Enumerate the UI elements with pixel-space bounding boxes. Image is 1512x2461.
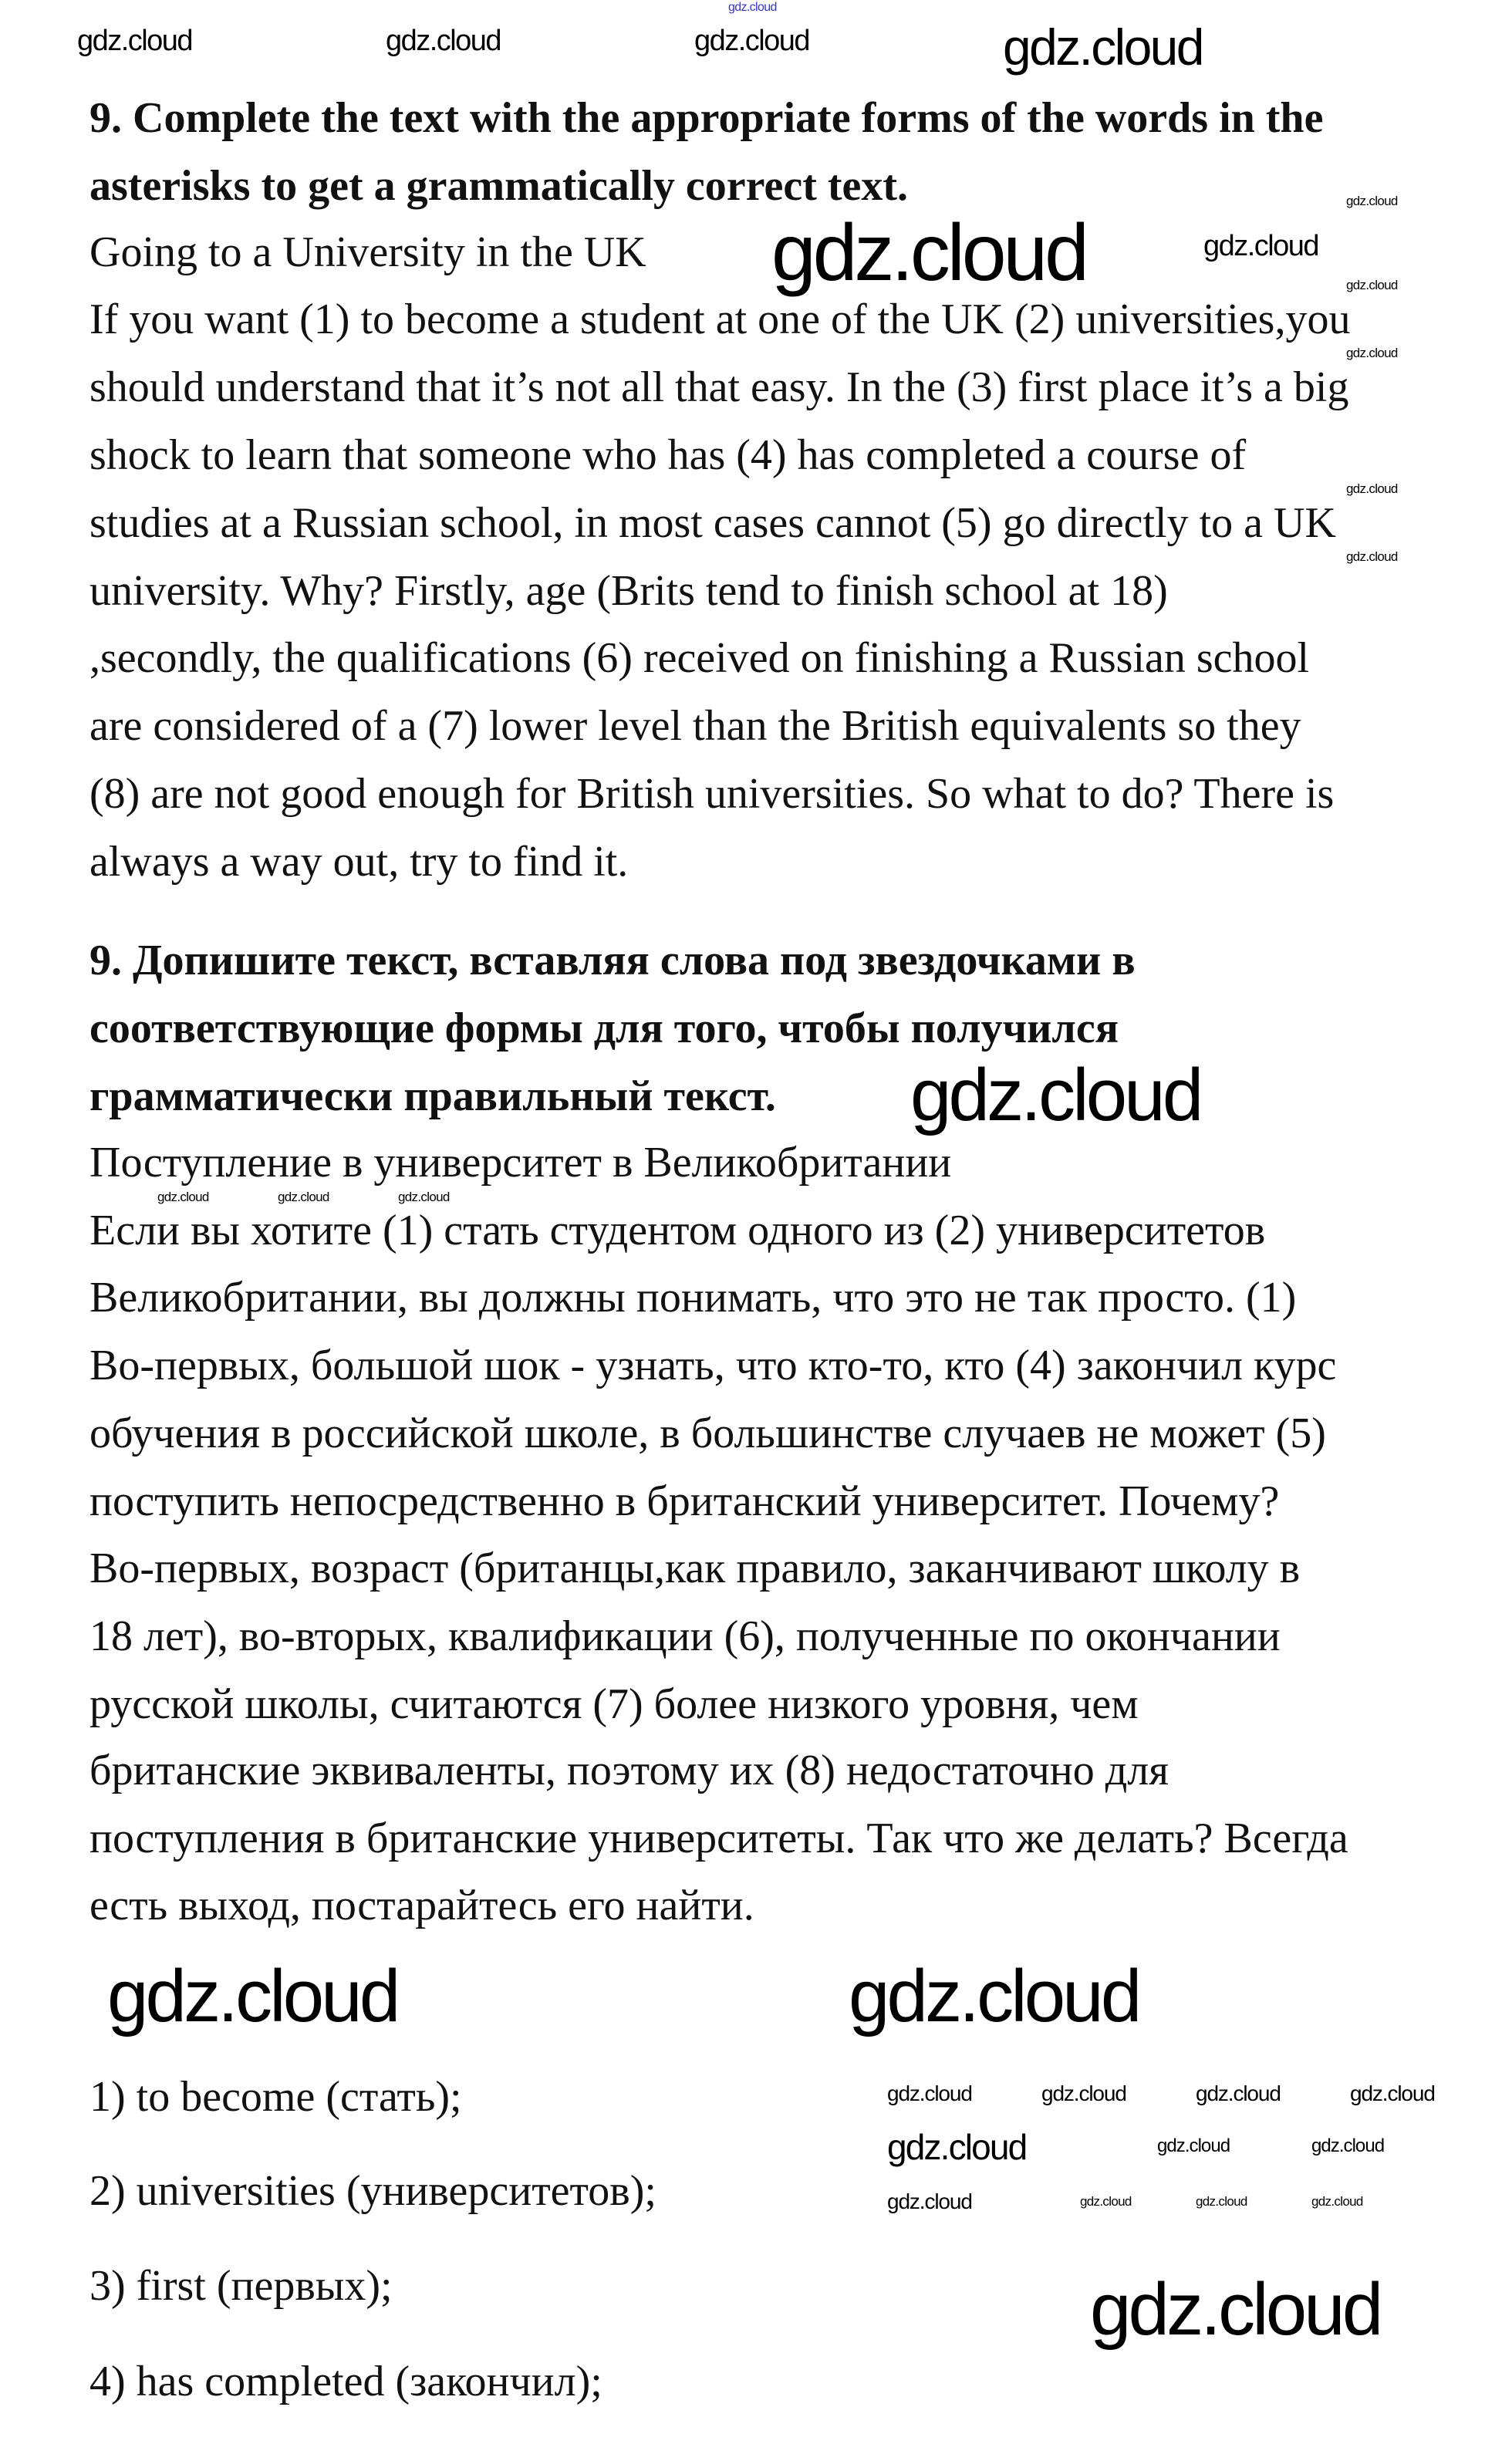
russian-body-line: поступить непосредственно в британский университет. Почему? [89,1477,1280,1525]
watermark: gdz.cloud [1003,19,1203,76]
watermark: gdz.cloud [398,1190,450,1204]
answer-item: 2) universities (университетов); [89,2167,656,2215]
watermark: gdz.cloud [849,1955,1139,2037]
watermark: gdz.cloud [107,1955,398,2037]
english-body-line: ,secondly, the qualifications (6) received on finishing a Russian school [89,634,1310,682]
watermark: gdz.cloud [1346,278,1398,292]
english-body-line: If you want (1) to become a student at one of the UK (2) universities,you [89,295,1351,343]
english-heading: Going to a University in the UK [89,228,646,276]
watermark: gdz.cloud [157,1190,209,1204]
english-title-line: 9. Complete the text with the appropriate forms of the words in the [89,94,1324,142]
watermark: gdz.cloud [694,25,809,57]
watermark: gdz.cloud [1090,2268,1381,2351]
russian-body-line: обучения в российской школе, в большинстве случаев не может (5) [89,1409,1326,1457]
watermark: gdz.cloud [1346,549,1398,564]
watermark: gdz.cloud [910,1054,1201,1136]
russian-body-line: есть выход, постарайтесь его найти. [89,1882,754,1929]
russian-body-line: Во-первых, большой шок - узнать, что кто-то, кто (4) закончил курс [89,1342,1337,1389]
english-body-line: are considered of a (7) lower level than the British equivalents so they [89,702,1301,750]
watermark: gdz.cloud [77,25,192,57]
watermark: gdz.cloud [1350,2081,1435,2105]
watermark: gdz.cloud [1346,346,1398,360]
answer-item: 4) has completed (закончил); [89,2358,602,2405]
watermark: gdz.cloud [1196,2081,1281,2105]
watermark: gdz.cloud [1346,481,1398,496]
watermark: gdz.cloud [386,25,501,57]
russian-body-line: поступления в британские университеты. Так что же делать? Всегда [89,1815,1348,1862]
watermark: gdz.cloud [887,2081,972,2105]
watermark: gdz.cloud [887,2127,1027,2167]
watermark: gdz.cloud [1041,2081,1126,2105]
watermark: gdz.cloud [771,208,1086,298]
watermark: gdz.cloud [1346,194,1398,208]
english-body-line: (8) are not good enough for British universities. So what to do? There is [89,770,1335,818]
watermark: gdz.cloud [1157,2135,1230,2156]
russian-body-line: русской школы, считаются (7) более низкого уровня, чем [89,1680,1139,1728]
english-body-line: university. Why? Firstly, age (Brits tend to finish school at 18) [89,567,1168,615]
russian-body-line: Великобритании, вы должны понимать, что это не так просто. (1) [89,1274,1297,1322]
watermark: gdz.cloud [887,2189,972,2213]
russian-title-line: грамматически правильный текст. [89,1072,776,1120]
watermark: gdz.cloud [1196,2194,1247,2209]
russian-body-line: британские эквиваленты, поэтому их (8) недостаточно для [89,1747,1169,1794]
russian-body-line: 18 лет), во-вторых, квалификации (6), полученные по окончании [89,1612,1281,1660]
english-body-line: always a way out, try to find it. [89,838,629,886]
watermark: gdz.cloud [1311,2194,1363,2209]
english-body-line: studies at a Russian school, in most cases cannot (5) go directly to a UK [89,499,1336,547]
english-title-line: asterisks to get a grammatically correct text. [89,162,908,210]
answer-item: 1) to become (стать); [89,2073,462,2121]
russian-title-line: 9. Допишите текст, вставляя слова под звездочками в [89,937,1136,984]
watermark: gdz.cloud [1203,230,1318,262]
russian-body-line: Во-первых, возраст (британцы,как правило, заканчивают школу в [89,1544,1301,1592]
watermark: gdz.cloud [728,1,777,14]
russian-title-line: соответствующие формы для того, чтобы получился [89,1004,1119,1052]
watermark: gdz.cloud [1311,2135,1385,2156]
watermark: gdz.cloud [1080,2194,1132,2209]
russian-heading: Поступление в университет в Великобритании [89,1139,952,1187]
english-body-line: shock to learn that someone who has (4) has completed a course of [89,431,1247,479]
answer-item: 3) first (первых); [89,2262,393,2310]
watermark: gdz.cloud [278,1190,329,1204]
russian-body-line: Если вы хотите (1) стать студентом одного из (2) университетов [89,1207,1266,1254]
english-body-line: should understand that it’s not all that easy. In the (3) first place it’s a big [89,363,1349,411]
